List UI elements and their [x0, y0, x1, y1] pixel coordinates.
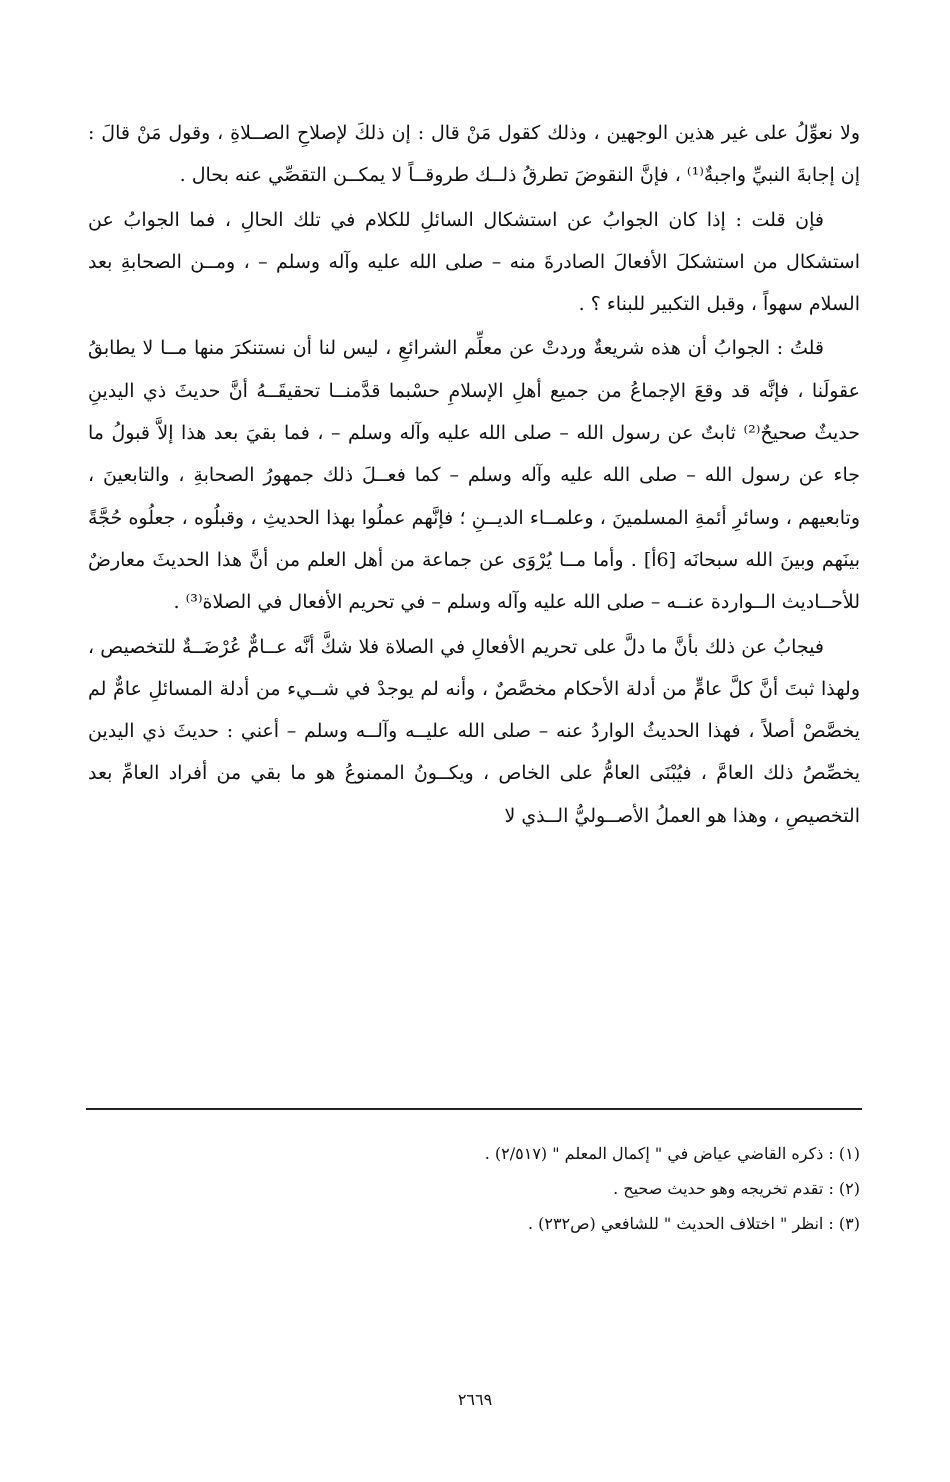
paragraph-2: فإن قلت : إذا كان الجوابُ عن استشكال السائلِ للكلام في تلك الحالِ ، فما الجوابُ عن استشكال من استشكلَ الأفعالَ الصادرةَ منه – صلى الله عليه وآله وسلم – ، ومــن الصحابةِ بعد السلام سهواً ، وقبل التكبير للبناء ؟ . — [88, 208, 860, 316]
footnote-1: (١) : ذكره القاضي عياض في " إكمال المعلم " (٢/٥١٧) . — [484, 1144, 860, 1163]
footnote-3: (٣) : انظر " اختلاف الحديث " للشافعي (ص٢٣٢) . — [527, 1214, 860, 1233]
paragraph-4: فيجابُ عن ذلك بأنَّ ما دلَّ على تحريم الأفعالِ في الصلاة فلا شكَّ أنَّه عــامٌّ عُرْضَــةٌ للتخصيص ، ولهذا ثبتَ أنَّ كلَّ عامٍّ من أدلة الأحكام مخصَّصٌ ، وأنه لم يوجدْ في شــيء من أدلة المسائلِ عامٌّ لم يخصَّصْ أصلاً ، فهذا الحديثُ الواردُ عنه – صلى الله عليــه وآلــه وسلم – أعني : حديثَ ذي اليدين يخصِّصُ ذلك العامَّ ، فيُبْنَى العامُّ على الخاص ، ويكــونُ الممنوعُ هو ما بقي من أفراد العامِّ بعد التخصيصِ ، وهذا هو العملُ الأصــوليُّ الــذي لا — [88, 635, 860, 827]
page-number: ٢٦٦٩ — [457, 1390, 493, 1409]
footnote-2: (٢) : تقدم تخريجه وهو حديث صحيح . — [613, 1179, 860, 1198]
footnote-divider — [86, 1108, 862, 1110]
footnotes — [88, 1136, 860, 1241]
paragraph-1: ولا نعوِّلُ على غير هذين الوجهين ، وذلك كقول مَنْ قال : إن ذلكَ لإصلاحِ الصــلاةِ ، وقول مَنْ قالَ : إن إجابةَ النبيِّ واجبةٌ⁽¹⁾ ، فإنَّ النقوضَ تطرقُ ذلــك طروقــاً لا يمكــن التقصِّي عنه بحال . — [88, 122, 860, 187]
main-text — [88, 112, 860, 837]
paragraph-3: قلتُ : الجوابُ أن هذه شريعةٌ وردتْ عن معلِّم الشرائعِ ، ليس لنا أن نستنكرَ منها مــا لا يطابقُ عقولَنا ، فإنَّه قد وقعَ الإجماعُ من جميع أهلِ الإسلامِ حسْبما قدَّمنــا تحقيقَــهُ أنَّ حديثَ ذي اليدينِ حديثٌ صحيحٌ⁽²⁾ ثابتٌ عن رسول الله – صلى الله عليه وآله وسلم – ، فما بقيَ بعد هذا إلاَّ قبولُ ما جاء عن رسول الله – صلى الله عليه وآله وسلم – كما فعــلَ ذلك جمهورُ الصحابةِ ، والتابعينَ ، وتابعيهم ، وسائرِ أئمةِ المسلمينَ ، وعلمــاء الديــنِ ؛ فإنَّهم عملُوا بهذا الحديثِ ، وقبلُوه ، جعلُوه حُجَّةً بينَهم وبينَ الله سبحانَه [6أ] . وأما مــا يُرْوَى عن جماعة من أهل العلم من أنَّ هذا الحديثَ معارضٌ للأحــاديث الــواردة عنــه – صلى الله عليه وآله وسلم – في تحريم الأفعال في الصلاة⁽³⁾ . — [88, 337, 860, 614]
